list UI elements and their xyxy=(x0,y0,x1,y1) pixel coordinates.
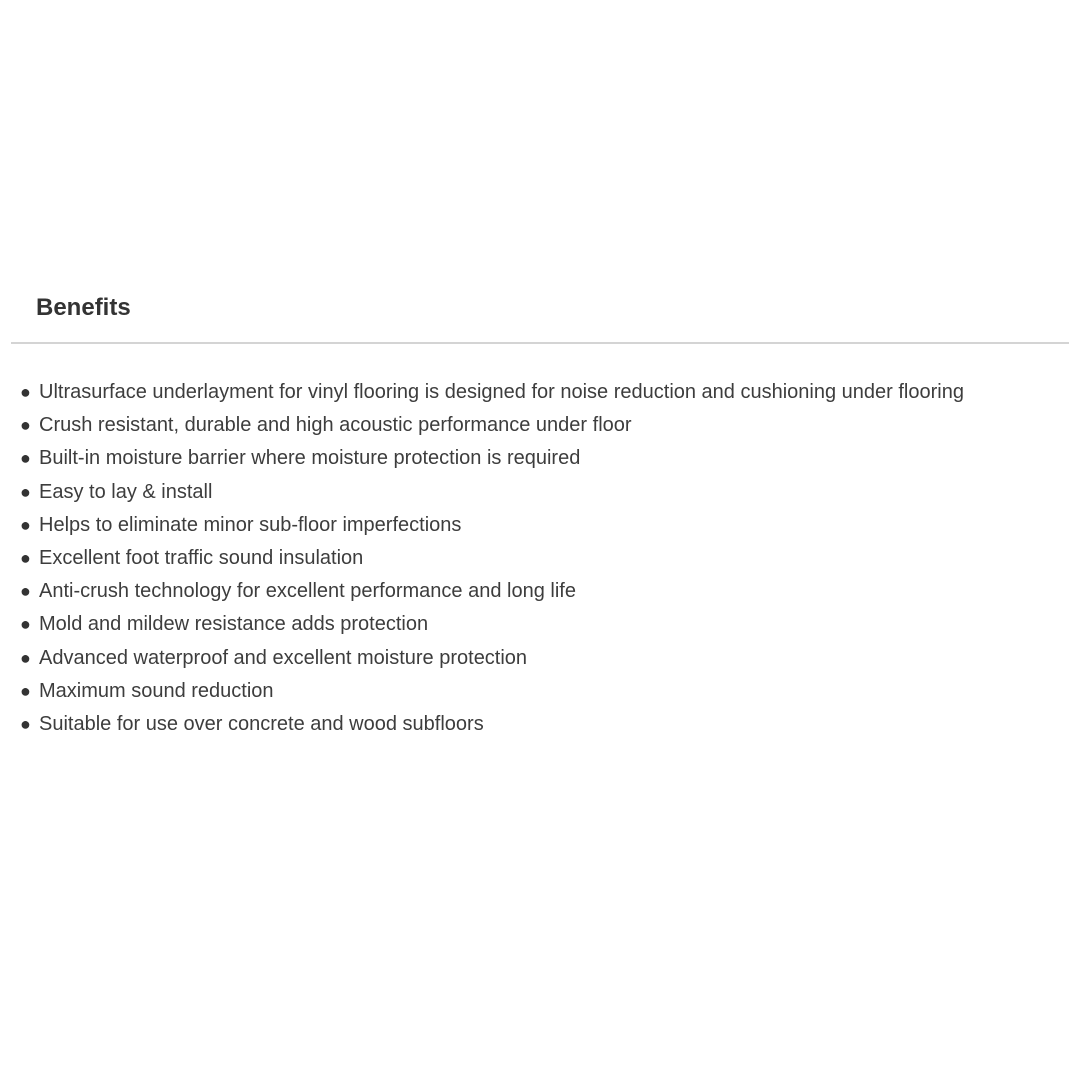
bullet-icon: ● xyxy=(20,614,31,635)
benefit-text: Advanced waterproof and excellent moisture protection xyxy=(39,646,528,669)
bullet-icon: ● xyxy=(20,382,31,402)
benefit-item xyxy=(20,642,964,675)
benefit-item xyxy=(20,608,964,641)
benefit-item xyxy=(20,409,964,442)
benefit-text: Maximum sound reduction xyxy=(39,679,274,702)
benefits-list xyxy=(20,376,964,741)
benefit-text: Helps to eliminate minor sub-floor imperfections xyxy=(39,513,462,536)
benefit-item xyxy=(20,542,964,575)
benefit-text: Built-in moisture barrier where moisture protection is required xyxy=(39,447,581,470)
section-divider xyxy=(11,342,1069,344)
benefit-text: Excellent foot traffic sound insulation xyxy=(39,546,364,569)
bullet-icon: ● xyxy=(20,481,31,502)
bullet-icon: ● xyxy=(20,680,31,701)
benefit-item xyxy=(20,675,964,708)
bullet-icon: ● xyxy=(20,547,31,568)
benefit-text: Anti-crush technology for excellent performance and long life xyxy=(39,580,576,603)
bullet-icon: ● xyxy=(20,713,31,734)
benefit-text: Suitable for use over concrete and wood subfloors xyxy=(39,712,484,735)
benefit-item xyxy=(20,575,964,608)
bullet-icon: ● xyxy=(20,415,31,436)
bullet-icon: ● xyxy=(20,581,31,602)
benefit-item xyxy=(20,708,964,741)
benefit-item xyxy=(20,442,964,475)
benefit-text: Easy to lay & install xyxy=(39,480,213,503)
benefit-text: Crush resistant, durable and high acoustic performance under floor xyxy=(39,414,632,437)
benefit-item xyxy=(20,376,964,409)
benefit-item xyxy=(20,509,964,542)
benefit-item xyxy=(20,476,964,509)
bullet-icon: ● xyxy=(20,514,31,535)
benefit-text: Mold and mildew resistance adds protection xyxy=(39,613,429,636)
bullet-icon: ● xyxy=(20,448,31,469)
section-title: Benefits xyxy=(36,294,131,321)
bullet-icon: ● xyxy=(20,647,31,668)
benefit-text: Ultrasurface underlayment for vinyl flooring is designed for noise reduction and cushioning under flooring xyxy=(39,381,964,403)
